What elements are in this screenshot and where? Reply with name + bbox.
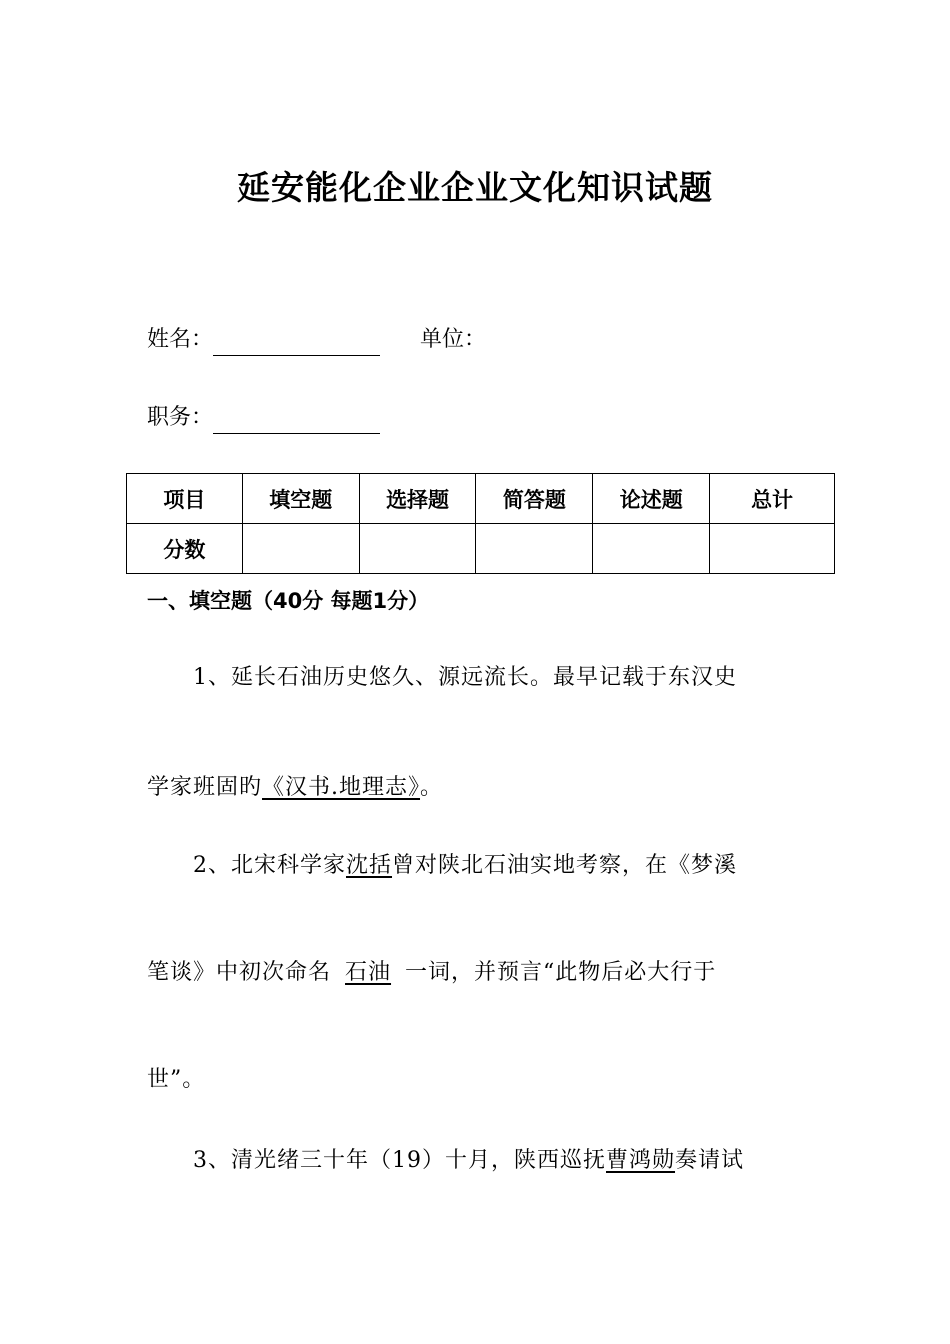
question-1-end: 。: [420, 775, 444, 800]
header-cell-choice: 选择题: [359, 474, 476, 524]
question-2-answer-2: 石油: [345, 960, 392, 985]
question-2-text-a: 2、北宋科学家: [193, 853, 346, 878]
question-1-text: 学家班固旳: [147, 775, 263, 800]
score-row-label: 分数: [127, 524, 243, 574]
header-cell-essay: 论述题: [593, 474, 710, 524]
question-2-text-b: 曾对陕北石油实地考察，在《梦溪: [392, 853, 738, 878]
score-cell-fill-blank[interactable]: [242, 524, 359, 574]
header-cell-short-answer: 简答题: [476, 474, 593, 524]
section-heading: 一、填空题（40分 每题1分）: [147, 589, 430, 613]
header-cell-total: 总计: [710, 474, 835, 524]
score-cell-essay[interactable]: [593, 524, 710, 574]
header-cell-item: 项目: [127, 474, 243, 524]
question-3-line-1: [193, 1145, 744, 1177]
question-2-text-c: 笔谈》中初次命名: [147, 960, 332, 985]
question-2-text-d: 一词，并预言“此物后必大行于: [405, 960, 717, 985]
question-3-text-a: 3、清光绪三十年（19）十月，陕西巡抚: [193, 1148, 606, 1173]
question-1-line-2: [147, 772, 443, 804]
question-2-line-1: [193, 850, 737, 882]
question-1-answer: 《汉书.地理志》: [262, 775, 421, 800]
page-title: 延安能化企业企业文化知识试题: [237, 168, 713, 207]
header-cell-fill-blank: 填空题: [242, 474, 359, 524]
position-row: [147, 402, 380, 434]
question-3-answer: 曹鸿勋: [606, 1148, 676, 1173]
score-table: [126, 473, 835, 574]
question-2-line-3: 世”。: [147, 1067, 206, 1092]
position-blank[interactable]: [213, 407, 380, 434]
question-1-line-1: 1、延长石油历史悠久、源远流长。最早记载于东汉史: [193, 665, 737, 690]
score-cell-total[interactable]: [710, 524, 835, 574]
name-blank[interactable]: [213, 329, 380, 356]
score-cell-choice[interactable]: [359, 524, 476, 574]
question-2-answer-1: 沈括: [346, 853, 393, 878]
score-cell-short-answer[interactable]: [476, 524, 593, 574]
name-label: 姓名：: [147, 327, 214, 352]
question-3-text-b: 奏请试: [675, 1148, 745, 1173]
unit-label: 单位：: [420, 327, 487, 352]
question-2-line-2: [147, 957, 716, 989]
name-unit-row: [147, 324, 486, 356]
score-table-score-row: [127, 524, 835, 574]
position-label: 职务：: [147, 405, 214, 430]
score-table-header-row: [127, 474, 835, 524]
